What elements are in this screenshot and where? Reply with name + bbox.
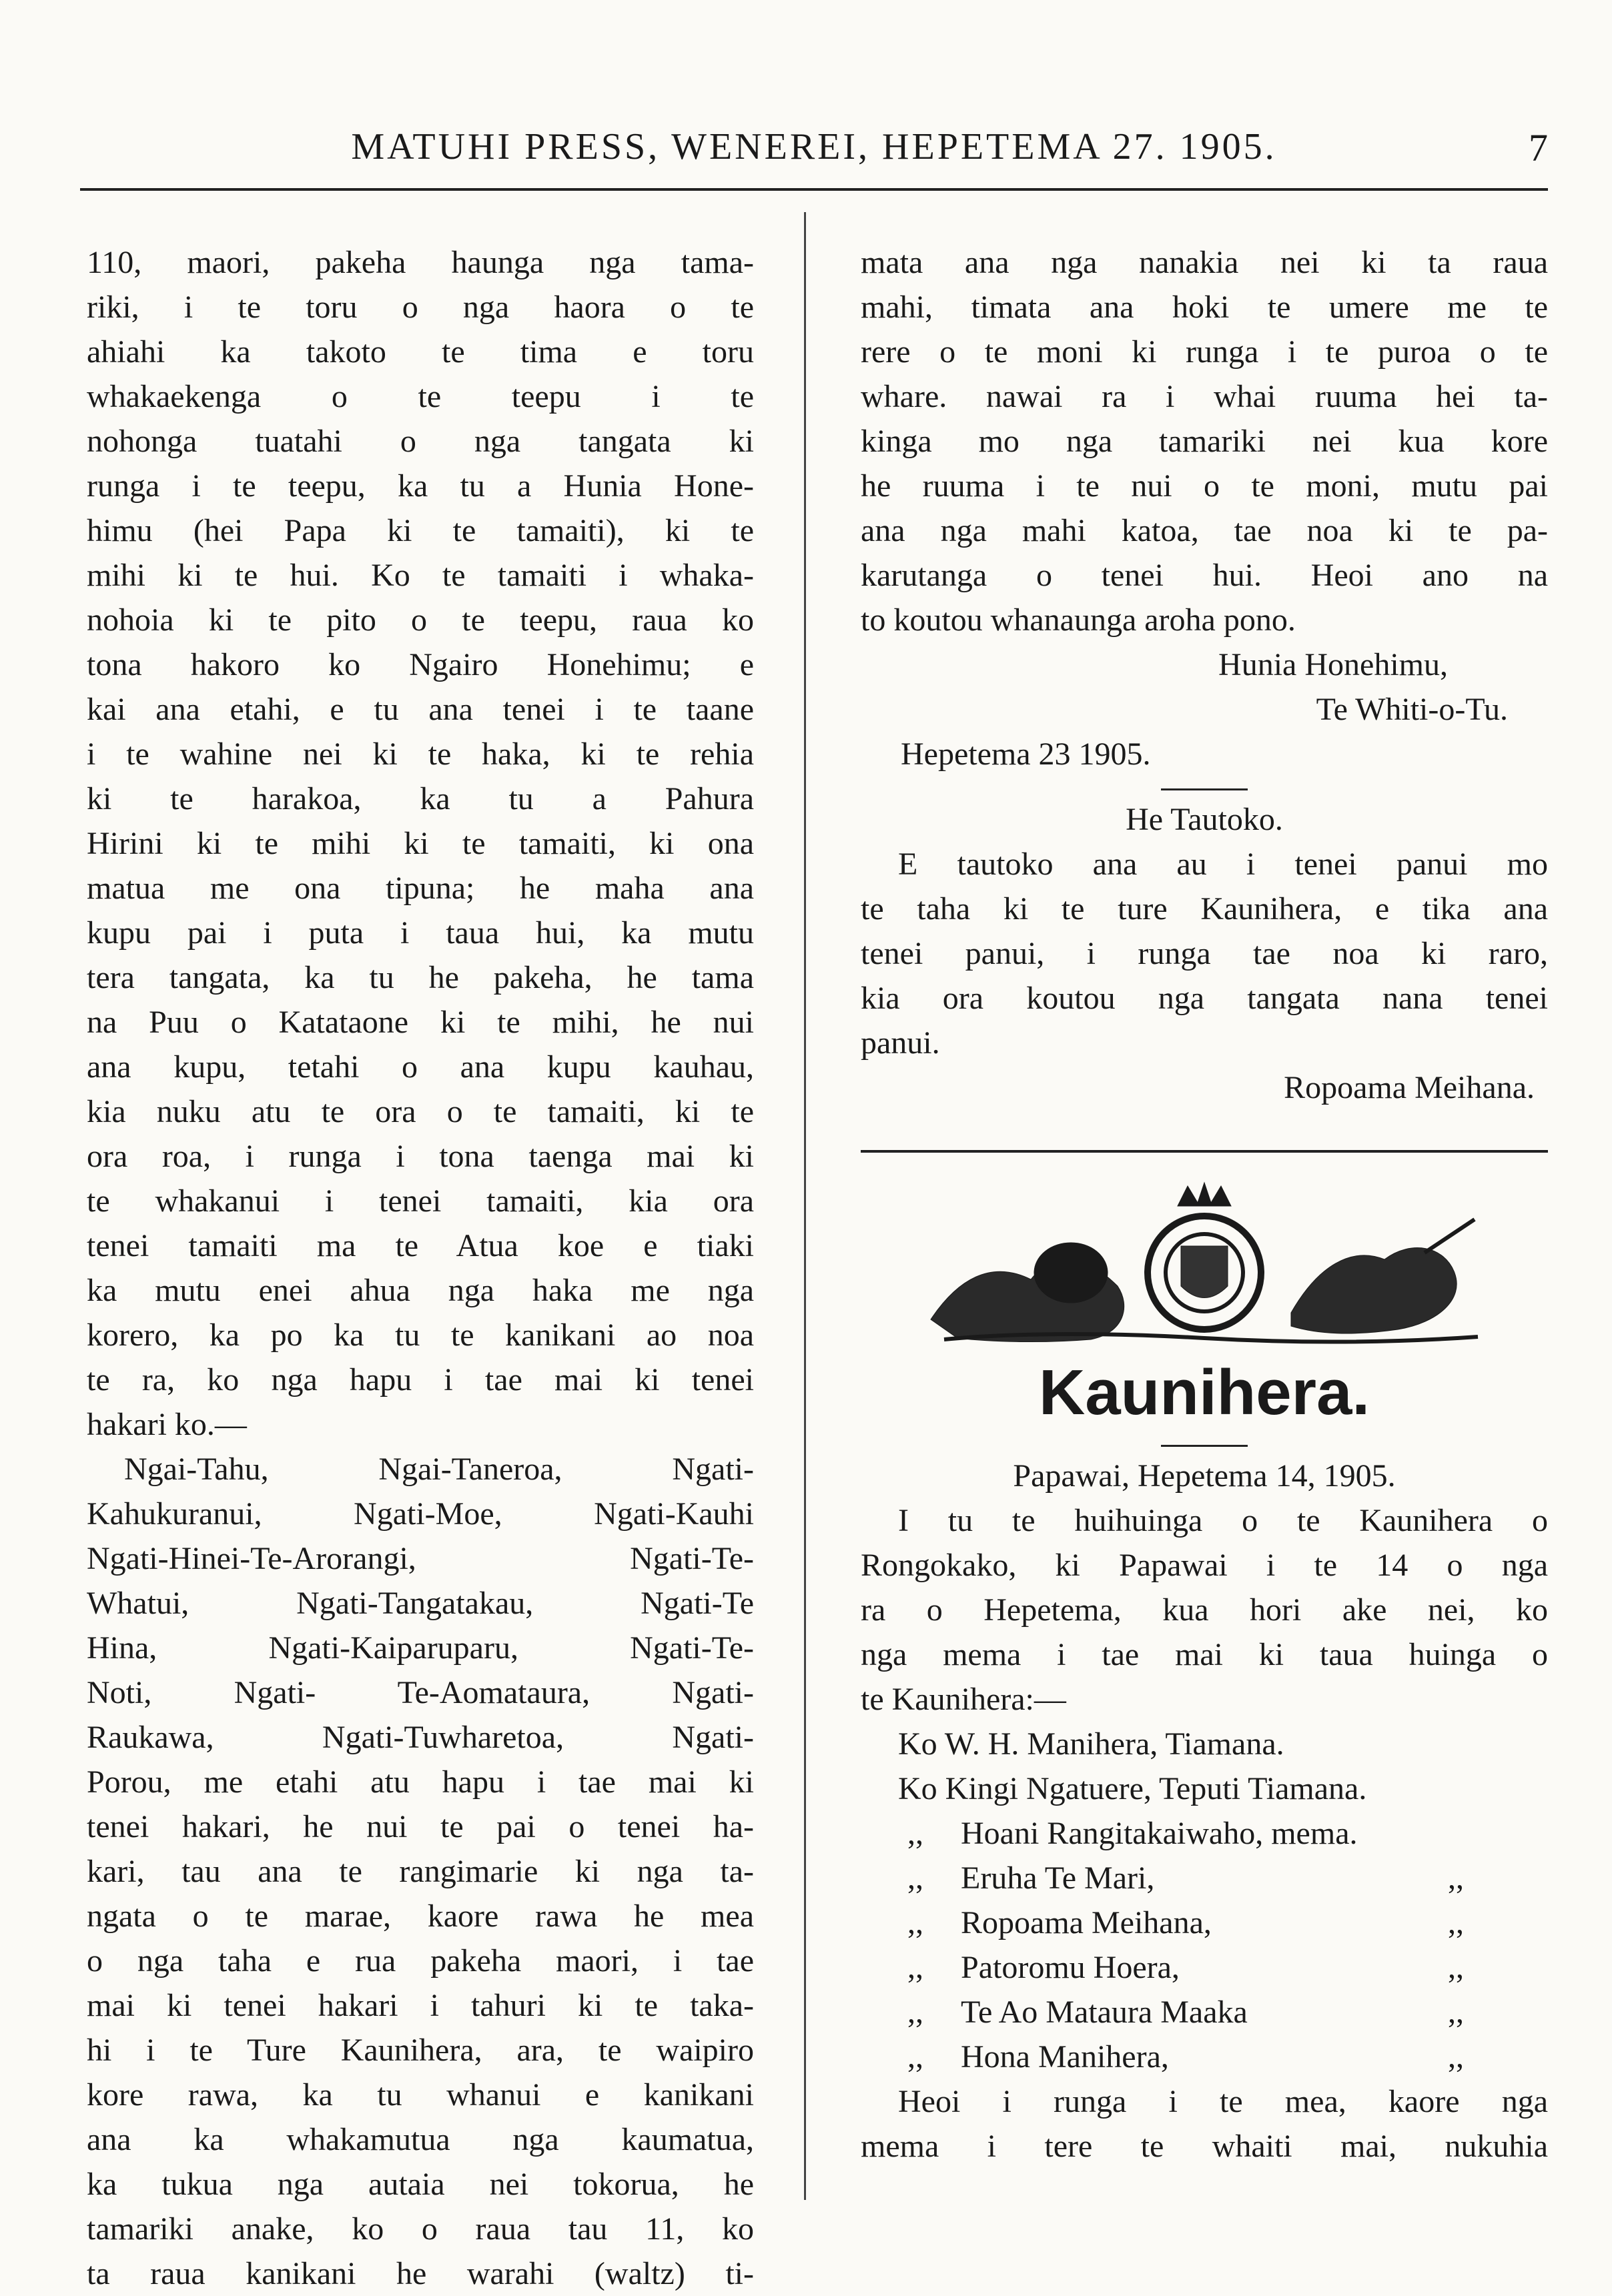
signature-name: Hunia Honehimu,	[1218, 647, 1448, 682]
member-name: Patoromu Hoera,	[961, 1950, 1180, 1985]
paragraph-line: tamariki anake, ko o raua tau 11, ko	[87, 2211, 754, 2247]
paragraph-line: Hina, Ngati-Kaiparuparu, Ngati-Te-	[87, 1630, 754, 1666]
member-name: Ropoama Meihana,	[961, 1905, 1212, 1940]
paragraph-line: mema i tere te whaiti mai, nukuhia	[861, 2129, 1548, 2164]
paragraph-line: te taha ki te ture Kaunihera, e tika ana	[861, 891, 1548, 927]
paragraph-line: kia nuku atu te ora o te tamaiti, ki te	[87, 1094, 754, 1129]
member-role-ditto: ,,	[1448, 1905, 1464, 1940]
paragraph-line: nohonga tuatahi o nga tangata ki	[87, 424, 754, 459]
paragraph-line: te ra, ko nga hapu i tae mai ki tenei	[87, 1362, 754, 1397]
paragraph-line: Raukawa, Ngati-Tuwharetoa, Ngati-	[87, 1720, 754, 1755]
member-name: Hoani Rangitakaiwaho, mema.	[961, 1816, 1358, 1851]
paragraph-line: 110, maori, pakeha haunga nga tama-	[87, 245, 754, 280]
paragraph-line: kupu pai i puta i taua hui, ka mutu	[87, 915, 754, 951]
paragraph-line: tona hakoro ko Ngairo Honehimu; e	[87, 647, 754, 682]
paragraph-line: i te wahine nei ki te haka, ki te rehia	[87, 736, 754, 772]
ditto-mark: ,,	[907, 1994, 923, 2030]
paragraph-line: ahiahi ka takoto te tima e toru	[87, 334, 754, 370]
paragraph-line: kia ora koutou nga tangata nana tenei	[861, 981, 1548, 1016]
paragraph-line: Ngati-Hinei-Te-Arorangi, Ngati-Te-	[87, 1541, 754, 1576]
ditto-mark: ,,	[907, 1950, 923, 1985]
paragraph-line: kore rawa, ka tu whanui e kanikani	[87, 2077, 754, 2113]
paragraph-line: Rongokako, ki Papawai i te 14 o nga	[861, 1548, 1548, 1583]
left-paragraph-2	[87, 1447, 754, 2296]
column-divider	[804, 212, 806, 2200]
paragraph-line: ki te harakoa, ka tu a Pahura	[87, 781, 754, 816]
right-column	[861, 240, 1548, 2169]
left-paragraph-1	[87, 240, 754, 1447]
paragraph-line: runga i te teepu, ka tu a Hunia Hone-	[87, 468, 754, 504]
member-name: Te Ao Mataura Maaka	[961, 1994, 1248, 2030]
paragraph-line: ngata o te marae, kaore rawa he mea	[87, 1898, 754, 1934]
paragraph-line: ana nga mahi katoa, tae noa ki te pa-	[861, 513, 1548, 548]
dateline: Papawai, Hepetema 14, 1905.	[1013, 1458, 1396, 1494]
paragraph-line: ka mutu enei ahua nga haka me nga	[87, 1273, 754, 1308]
member-row	[861, 1811, 1548, 1856]
paragraph-line: whare. nawai ra i whai ruuma hei ta-	[861, 379, 1548, 414]
paragraph-line: tenei hakari, he nui te pai o tenei ha-	[87, 1809, 754, 1844]
paragraph-line: Ngai-Tahu, Ngai-Taneroa, Ngati-	[124, 1452, 754, 1487]
paragraph-line: ana ka whakamutua nga kaumatua,	[87, 2122, 754, 2157]
paragraph-line: tera tangata, ka tu he pakeha, he tama	[87, 960, 754, 995]
paragraph-line: te Kaunihera:—	[861, 1682, 1066, 1717]
member-role-ditto: ,,	[1448, 1860, 1464, 1896]
paragraph-line: E tautoko ana au i tenei panui mo	[898, 846, 1548, 882]
paragraph-line: ka tukua nga autaia nei tokorua, he	[87, 2167, 754, 2202]
page-number: 7	[1529, 126, 1548, 169]
paragraph-line: na Puu o Katataone ki te mihi, he nui	[87, 1005, 754, 1040]
support-text	[861, 842, 1548, 1065]
paragraph-line: nga mema i tae mai ki taua huinga o	[861, 1637, 1548, 1672]
member-role-ditto	[1448, 1811, 1548, 1856]
paragraph-line: tenei panui, i runga tae noa ki raro,	[861, 936, 1548, 971]
paragraph-line: hakari ko.—	[87, 1407, 247, 1442]
paragraph-line: matua me ona tipuna; he maha ana	[87, 871, 754, 906]
right-continuation	[861, 240, 1548, 642]
closing-text	[861, 2079, 1548, 2169]
member-name: Eruha Te Mari,	[961, 1860, 1155, 1896]
paragraph-line: mihi ki te hui. Ko te tamaiti i whaka-	[87, 558, 754, 593]
member-role-ditto: ,,	[1448, 1994, 1464, 2030]
page-header	[80, 125, 1548, 179]
paragraph-line: mai ki tenei hakari i tahuri ki te taka-	[87, 1988, 754, 2023]
paragraph-line: ora roa, i runga i tona taenga mai ki	[87, 1139, 754, 1174]
paragraph-line: korero, ka po ka tu te kanikani ao noa	[87, 1317, 754, 1353]
newspaper-header-title: MATUHI PRESS, WENEREI, HEPETEMA 27. 1905.	[351, 126, 1277, 167]
member-row	[861, 1945, 1548, 1990]
paragraph-line: Kahukuranui, Ngati-Moe, Ngati-Kauhi	[87, 1496, 754, 1532]
paragraph-line: ta raua kanikani he warahi (waltz) ti-	[87, 2256, 754, 2291]
paragraph-line: Noti, Ngati- Te-Aomataura, Ngati-	[87, 1675, 754, 1710]
member-row	[861, 1990, 1548, 2035]
deputy-line: Ko Kingi Ngatuere, Teputi Tiamana.	[898, 1771, 1367, 1806]
ditto-mark: ,,	[907, 1860, 923, 1896]
paragraph-line: panui.	[861, 1025, 940, 1061]
signature-place: Te Whiti-o-Tu.	[1316, 692, 1508, 727]
paragraph-line: o nga taha e rua pakeha maori, i tae	[87, 1943, 754, 1978]
paragraph-line: Whatui, Ngati-Tangatakau, Ngati-Te	[87, 1586, 754, 1621]
letter-date: Hepetema 23 1905.	[901, 736, 1151, 772]
member-row	[861, 1900, 1548, 1945]
paragraph-line: ana kupu, tetahi o ana kupu kauhau,	[87, 1049, 754, 1085]
ditto-mark: ,,	[907, 1905, 923, 1940]
paragraph-line: hi i te Ture Kaunihera, ara, te waipiro	[87, 2033, 754, 2068]
paragraph-line: himu (hei Papa ki te tamaiti), ki te	[87, 513, 754, 548]
member-name: Hona Manihera,	[961, 2039, 1169, 2075]
section-title: Kaunihera.	[1038, 1357, 1370, 1428]
paragraph-line: Porou, me etahi atu hapu i tae mai ki	[87, 1764, 754, 1800]
member-role-ditto: ,,	[1448, 2039, 1464, 2075]
paragraph-line: mahi, timata ana hoki te umere me te	[861, 290, 1548, 325]
chairman-line: Ko W. H. Manihera, Tiamana.	[898, 1726, 1284, 1762]
section-rule	[861, 1150, 1548, 1153]
meeting-intro	[861, 1498, 1548, 1722]
paragraph-line: mata ana nga nanakia nei ki ta raua	[861, 245, 1548, 280]
member-role-ditto: ,,	[1448, 1950, 1464, 1985]
ditto-mark: ,,	[907, 1816, 923, 1851]
title-rule	[1161, 1445, 1248, 1447]
paragraph-line: karutanga o tenei hui. Heoi ano na	[861, 558, 1548, 593]
royal-coat-of-arms-emblem	[917, 1179, 1491, 1346]
paragraph-line: rere o te moni ki runga i te puroa o te	[861, 334, 1548, 370]
paragraph-line: I tu te huihuinga o te Kaunihera o	[898, 1503, 1548, 1538]
paragraph-line: nohoia ki te pito o te teepu, raua ko	[87, 602, 754, 638]
support-heading: He Tautoko.	[1126, 802, 1283, 837]
paragraph-line: te whakanui i tenei tamaiti, kia ora	[87, 1183, 754, 1219]
ditto-mark: ,,	[907, 2039, 923, 2075]
left-column	[87, 240, 754, 2296]
paragraph-line: kari, tau ana te rangimarie ki nga ta-	[87, 1854, 754, 1889]
paragraph-line: kinga mo nga tamariki nei kua kore	[861, 424, 1548, 459]
support-signature: Ropoama Meihana.	[1284, 1070, 1535, 1105]
paragraph-line: kai ana etahi, e tu ana tenei i te taane	[87, 692, 754, 727]
paragraph-line: Hirini ki te mihi ki te tamaiti, ki ona	[87, 826, 754, 861]
member-row	[861, 1856, 1548, 1900]
paragraph-line: he ruuma i te nui o te moni, mutu pai	[861, 468, 1548, 504]
paragraph-line: tenei tamaiti ma te Atua koe e tiaki	[87, 1228, 754, 1263]
paragraph-line: to koutou whanaunga aroha pono.	[861, 602, 1296, 638]
member-row	[861, 2035, 1548, 2079]
paragraph-line: Heoi i runga i te mea, kaore nga	[898, 2084, 1548, 2119]
paragraph-line: riki, i te toru o nga haora o te	[87, 290, 754, 325]
member-list	[861, 1811, 1548, 2079]
paragraph-line: whakaekenga o te teepu i te	[87, 379, 754, 414]
paragraph-line: ra o Hepetema, kua hori ake nei, ko	[861, 1592, 1548, 1628]
header-rule	[80, 188, 1548, 191]
short-rule	[1161, 788, 1248, 790]
